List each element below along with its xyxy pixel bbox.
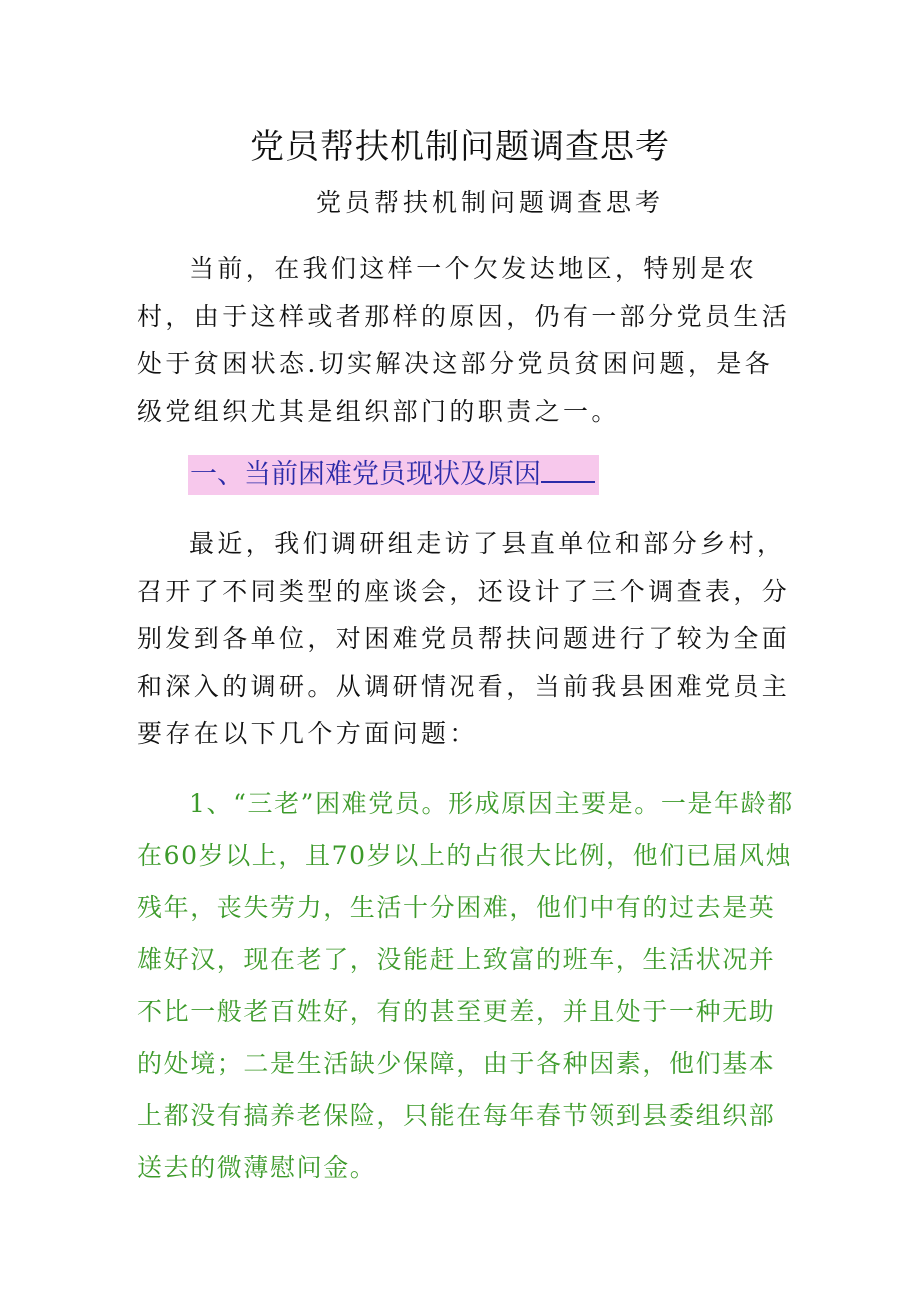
intro-paragraph: 当前，在我们这样一个欠发达地区，特别是农村，由于这样或者那样的原因，仍有一部分党员生活处于贫困状态.切实解决这部分党员贫困问题，是各级党组织尤其是组织部门的职责之一。 — [137, 254, 791, 426]
section-heading — [188, 455, 599, 495]
section-heading-text: 一、当前困难党员现状及原因 — [190, 459, 541, 490]
document-title: 党员帮扶机制问题调查思考 — [250, 127, 670, 167]
document-subtitle: 党员帮扶机制问题调查思考 — [315, 188, 664, 217]
three-old-paragraph: 1、“三老”困难党员。形成原因主要是。一是年龄都在60岁以上，且70岁以上的占很大比例，他们已届风烛残年，丧失劳力，生活十分困难，他们中有的过去是英雄好汉，现在老了，没能赶上致富的班车，生活状况并不比一般老百姓好，有的甚至更差，并且处于一种无助的处境；二是生活缺少保障，由于各种因素，他们基本上都没有搞养老保险，只能在每年春节领到县委组织部送去的微薄慰问金。 — [137, 789, 794, 1182]
research-paragraph: 最近，我们调研组走访了县直单位和部分乡村，召开了不同类型的座谈会，还设计了三个调查表，分别发到各单位，对困难党员帮扶问题进行了较为全面和深入的调研。从调研情况看，当前我县困难党员主要存在以下几个方面问题： — [137, 529, 791, 748]
heading-underline — [541, 457, 595, 483]
